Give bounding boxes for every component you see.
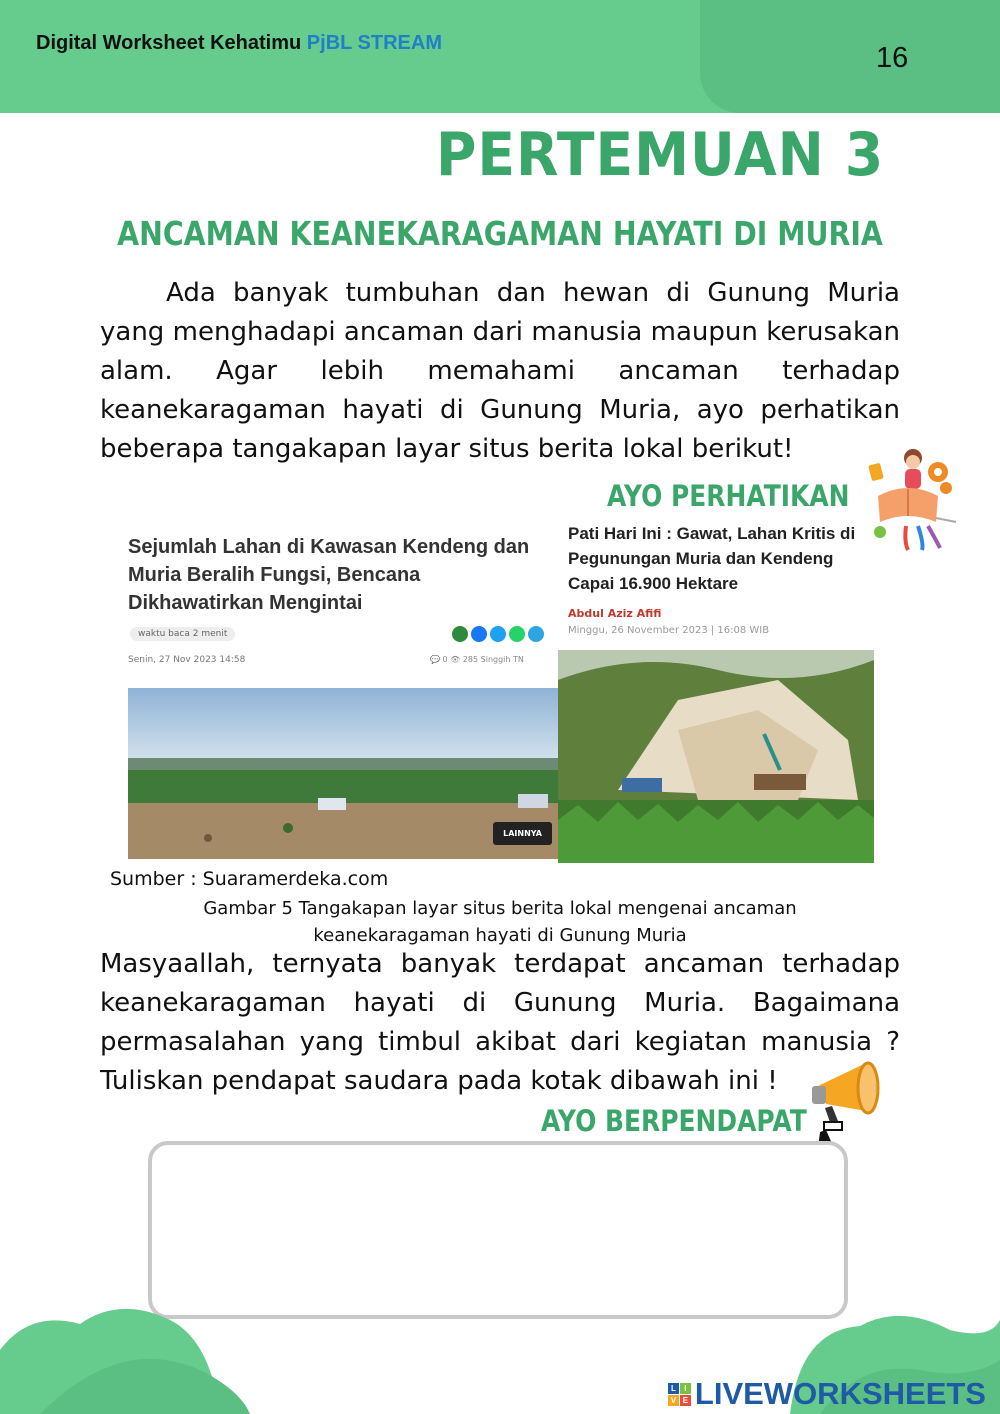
news-screenshot-1 <box>124 521 558 859</box>
facebook-icon <box>471 626 487 642</box>
figure-caption: Gambar 5 Tangakapan layar situs berita lokal mengenai ancaman keanekaragaman hayati di Gunung Muria <box>203 898 797 946</box>
section-title: ANCAMAN KEANEKARAGAMAN HAYATI DI MURIA <box>117 214 883 253</box>
news1-more-button: LAINNYA <box>493 822 552 845</box>
news1-date: Senin, 27 Nov 2023 14:58 <box>128 655 246 665</box>
share-icon <box>452 626 468 642</box>
closing-paragraph: Masyaallah, ternyata banyak terdapat ancaman terhadap keanekaragaman hayati di Gunung Muria. Bagaimana permasalahan yang timbul akibat dari kegiatan manusia ? Tuliskan pendapat saudara pada kotak dibawah ini ! <box>100 949 900 1096</box>
news1-read-time: waktu baca 2 menit <box>130 627 235 641</box>
news-screenshot-2 <box>558 517 874 863</box>
liveworksheets-wordmark: LIVEWORKSHEETS <box>694 1376 986 1411</box>
intro-paragraph: Ada banyak tumbuhan dan hewan di Gunung Muria yang menghadapi ancaman dari manusia maupun kerusakan alam. Agar lebih memahami ancaman terhadap keanekaragaman hayati di Gunung Muria, ayo perhatikan beberapa tangakapan layar situs berita lokal berikut! <box>100 278 900 464</box>
worksheet-title <box>36 32 442 55</box>
news1-title: Sejumlah Lahan di Kawasan Kendeng dan Muria Beralih Fungsi, Bencana Dikhawatirkan Mengintai <box>128 536 530 614</box>
logo-letter: E <box>680 1395 691 1406</box>
news2-quarry-photo <box>558 650 874 863</box>
liveworksheets-logo <box>668 1383 691 1406</box>
news2-title: Pati Hari Ini : Gawat, Lahan Kritis di Pegunungan Muria dan Kendeng Capai 16.900 Hektare <box>568 524 856 593</box>
news2-date: Minggu, 26 November 2023 | 16:08 WIB <box>568 625 770 636</box>
logo-letter: V <box>668 1395 679 1406</box>
meeting-title: PERTEMUAN 3 <box>435 120 884 190</box>
megaphone-icon <box>808 1052 892 1148</box>
page-number: 16 <box>876 42 909 74</box>
ayo-perhatikan-label: AYO PERHATIKAN <box>607 479 850 513</box>
telegram-icon <box>528 626 544 642</box>
ayo-berpendapat-label: AYO BERPENDAPAT <box>541 1104 807 1138</box>
news1-stats: 💬 0 👁 285 Singgih TN <box>430 655 524 664</box>
logo-letter: L <box>668 1383 679 1394</box>
twitter-icon <box>490 626 506 642</box>
worksheet-title-accent: PjBL STREAM <box>306 32 442 54</box>
news2-author: Abdul Aziz Afifi <box>568 607 662 620</box>
news1-share-icons <box>452 626 544 642</box>
whatsapp-icon <box>509 626 525 642</box>
header-decoration <box>700 0 1000 113</box>
news1-landscape-photo <box>128 688 558 859</box>
source-text: Sumber : Suaramerdeka.com <box>110 868 389 890</box>
liveworksheets-brand <box>668 1376 986 1412</box>
page-header <box>0 0 1000 113</box>
logo-letter: I <box>680 1383 691 1394</box>
worksheet-title-main: Digital Worksheet Kehatimu <box>36 32 302 54</box>
